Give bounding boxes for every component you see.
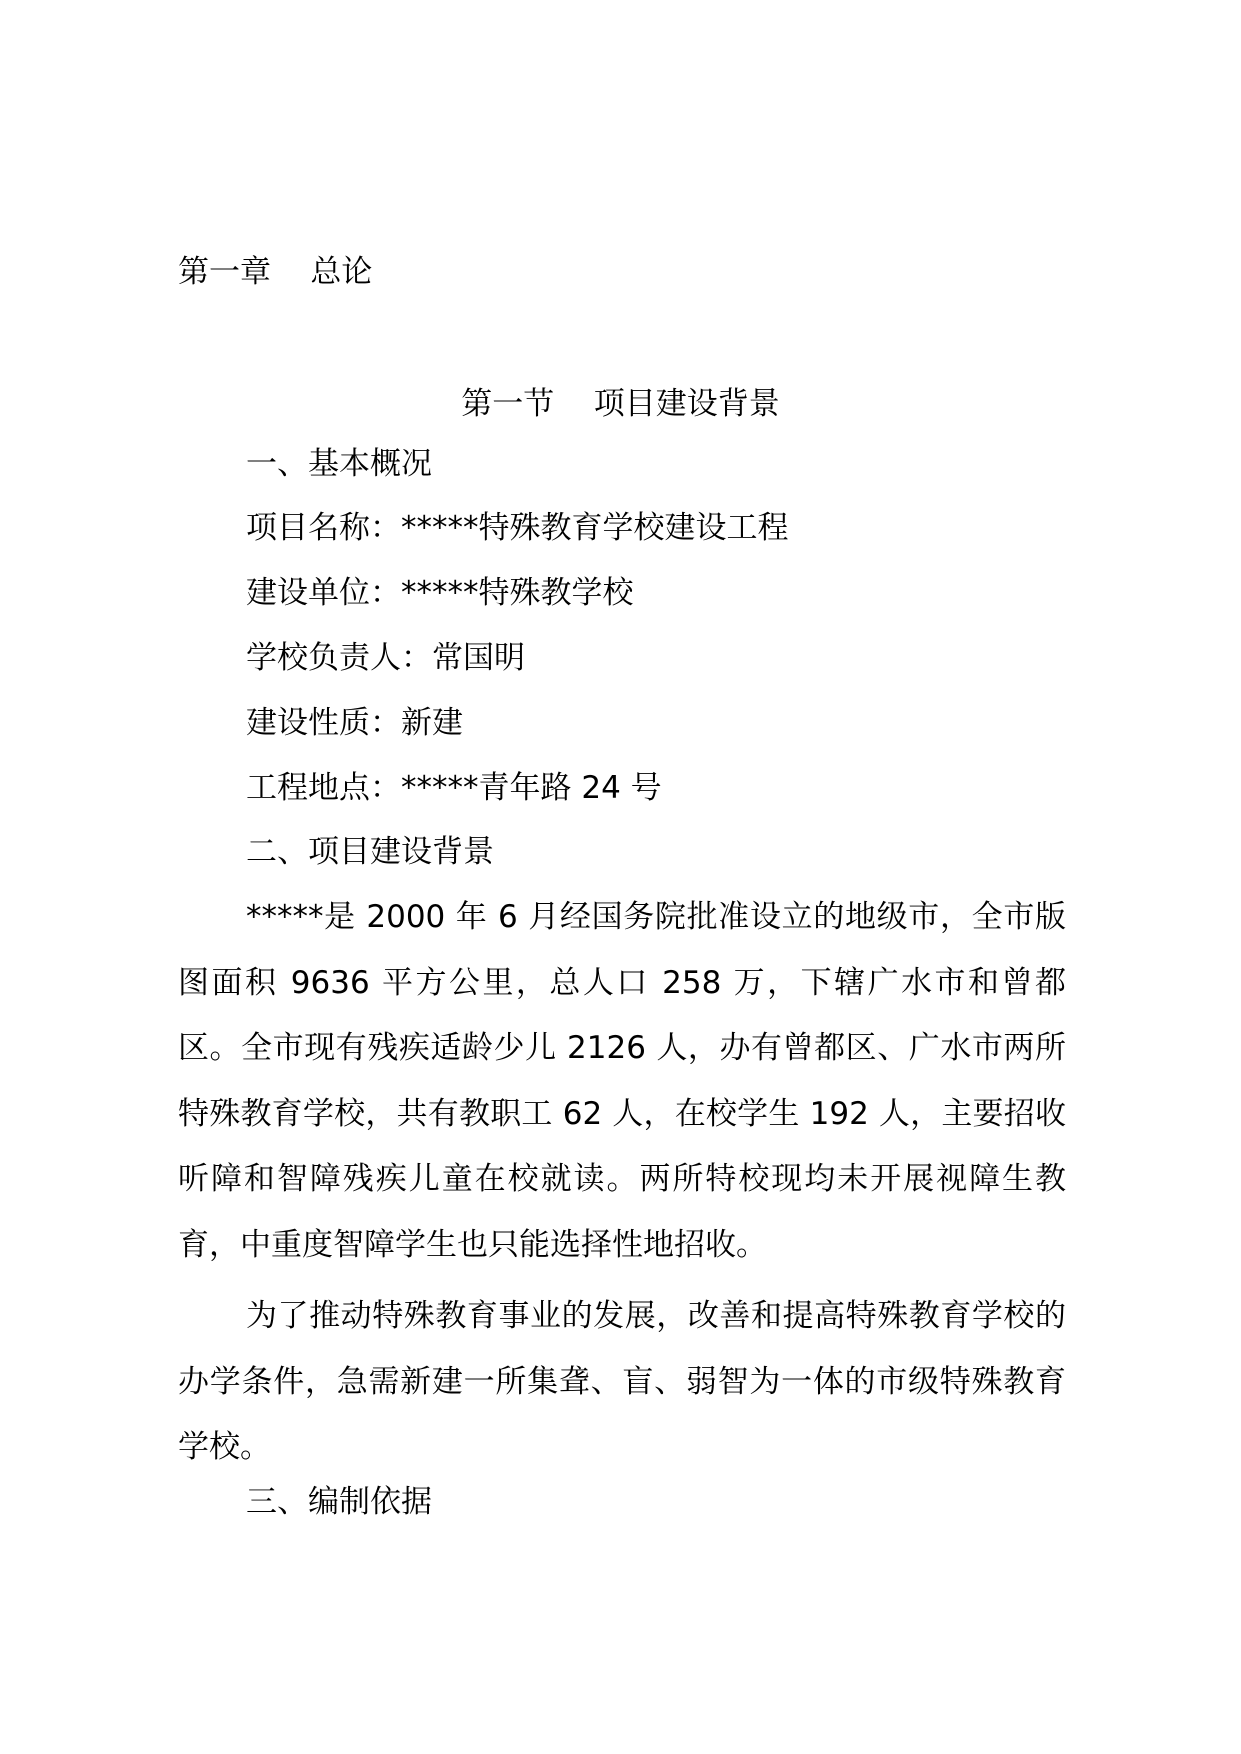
principal-line: 学校负责人：常国明: [246, 640, 525, 676]
background-paragraph-2: 为了推动特殊教育事业的发展，改善和提高特殊教育学校的办学条件，急需新建一所集聋、盲、弱智为一体的市级特殊教育学校。: [178, 1298, 1066, 1465]
section-title: 第一节 项目建设背景: [461, 386, 780, 422]
nature-line: 建设性质：新建: [246, 705, 463, 741]
location-line: 工程地点：*****青年路 24 号: [246, 770, 662, 806]
basis-heading: 三、编制依据: [246, 1484, 432, 1520]
background-heading: 二、项目建设背景: [246, 834, 494, 870]
overview-heading: 一、基本概况: [246, 446, 432, 482]
builder-line: 建设单位：*****特殊教学校: [246, 575, 634, 611]
background-paragraph-1: *****是 2000 年 6 月经国务院批准设立的地级市，全市版图面积 9636 平方公里，总人口 258 万，下辖广水市和曾都区。全市现有残疾适龄少儿 2126 人，办有曾都区、广水市两所特殊教育学校，共有教职工 62 人，在校学生 192 人，主要招收听障和智障残疾儿童在校就读。两所特校现均未开展视障生教育，中重度智障学生也只能选择性地招收。: [178, 899, 1066, 1263]
chapter-title: 第一章 总论: [178, 254, 373, 290]
project-name-line: 项目名称：*****特殊教育学校建设工程: [246, 510, 789, 546]
